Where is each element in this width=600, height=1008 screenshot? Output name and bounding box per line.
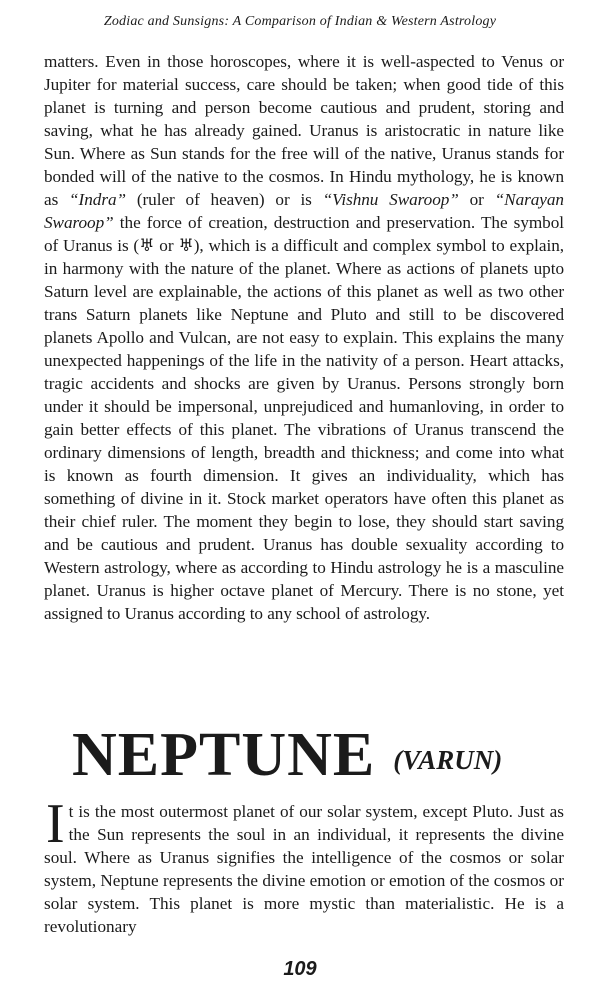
drop-cap: I xyxy=(46,793,65,855)
page-number: 109 xyxy=(283,958,317,980)
section-heading xyxy=(72,721,592,789)
text-run: the force of creation, destruction and preservation. The symbol of Uranus is ( xyxy=(44,213,564,255)
text-run: or xyxy=(458,190,495,209)
heading-main: NEPTUNE xyxy=(72,721,376,789)
body-paragraph-uranus xyxy=(44,50,564,625)
body-paragraph-neptune xyxy=(44,793,564,938)
uranus-symbol-icon: ♅ or ♅ xyxy=(139,236,194,255)
text-run: matters. Even in those horoscopes, where it is well-aspected to Venus or Jupiter for material success, care should be taken; when good tide of this planet is turning and person become cautious and prudent, storing and saving, what he has already gained. Uranus is aristocratic in nature like Sun. Where as Sun stands for the free will of the native, Uranus stands for bonded will of the native to the cosmos. In Hindu mythology, he is known as xyxy=(44,52,564,209)
term-narayan-swaroop: “Narayan Swaroop” xyxy=(44,190,564,232)
running-head: Zodiac and Sunsigns: A Comparison of Indian & Western Astrology xyxy=(103,14,497,29)
text-run: ), which is a difficult and complex symbol to explain, in harmony with the nature of the planet. Where as actions of planets upto Saturn level are explainable, the actions of this planet as well as two other trans Saturn planets like Neptune and Pluto and still to be discovered planets Apollo and Vulcan, are not easy to explain. This explains the many unexpected happenings of the life in the nativity of a person. Heart attacks, tragic accidents and shocks are given by Uranus. Persons strongly born under it should be impersonal, unprejudiced and humanloving, in order to gain better effects of this planet. The vibrations of Uranus transcend the ordinary dimensions of length, breadth and thickness; and come into what is known as fourth dimension. It gives an individuality, which has something of divine in it. Stock market operators have often this planet as their chief ruler. The moment they begin to lose, they should start saving and be cautious and prudent. Uranus has double sexuality according to Western astrology, where as according to Hindu astrology he is a masculine planet. Uranus is higher octave planet of Mercury. There is no stone, yet assigned to Uranus according to any school of astrology. xyxy=(44,236,565,623)
heading-sub: (VARUN) xyxy=(393,745,503,775)
text-run: t is the most outermost planet of our solar system, except Pluto. Just as the Sun represents the soul in an individual, it represents the divine soul. Where as Uranus signifies the intelligence of the cosmos or solar system, Neptune represents the divine emotion or emotion of the cosmos or solar system. This planet is more mystic than materialistic. He is a revolutionary xyxy=(44,802,564,936)
text-run: (ruler of heaven) or is xyxy=(126,190,323,209)
term-indra: “Indra” xyxy=(69,190,127,209)
term-vishnu-swaroop: “Vishnu Swaroop” xyxy=(322,190,459,209)
